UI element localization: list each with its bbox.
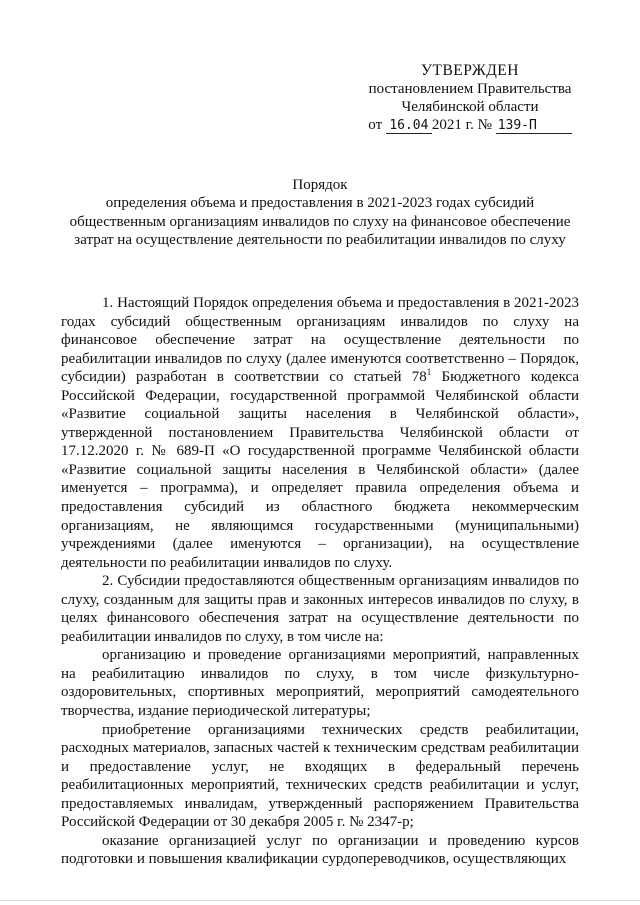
approval-line-1: постановлением Правительства [368,81,572,97]
paragraph-4: приобретение организациями технических средств реабилитации, расходных материалов, запасных частей к техническим средствам реабилитации и предоставление услуг, не входящих в федеральный перечень реабилитационных мероприятий, технических средств реабилитации и услуг, предоставляемых инвалидам, утвержденный распоряжением Правительства Российской Федерации от 30 декабря 2005 г. № 2347-р; [61,721,579,831]
heading-line-1: определения объема и предоставления в 2021-2023 годах субсидий [105,195,535,212]
approval-date-line [350,116,590,134]
paragraph-2: 2. Субсидии предоставляются общественным организациям инвалидов по слуху, созданным для защиты прав и законных интересов инвалидов по слуху, в целях финансового обеспечения затрат на осуществление деятельности по реабилитации инвалидов по слуху, в том числе на: [61,573,579,645]
superscript-1: 1 [426,367,432,378]
approval-stamp [350,62,590,134]
handwritten-number: 139-П [496,119,572,134]
heading-line-3: затрат на осуществление деятельности по реабилитации инвалидов по слуху [74,231,566,248]
approval-line-2: Челябинской области [401,99,539,115]
handwritten-date: 16.04 [386,119,432,134]
year-text: 2021 г. № [431,117,492,133]
approval-title: УТВЕРЖДЕН [421,62,519,79]
heading-title: Порядок [292,177,348,193]
date-prefix: от [368,117,383,133]
paragraph-5: оказание организацией услуг по организации и проведению курсов подготовки и повышения квалификации сурдопереводчиков, осуществляющих [61,832,579,868]
paragraph-3: организацию и проведение организациями мероприятий, направленных на реабилитацию инвалидов по слуху, в том числе физкультурно-оздоровительных, спортивных мероприятий, мероприятий самодеятельного творчества, издание периодической литературы; [61,647,579,720]
heading-line-2: общественным организациям инвалидов по слуху на финансовое обеспечение [69,213,571,230]
paragraph-1-part-a: 1. Настоящий Порядок определения объема и предоставления в 2021-2023 годах субсидий общественным организациям инвалидов по слуху на финансовое обеспечение затрат на осуществление деятельности по реабилитации инвалидов по слуху (далее именуются соответственно – Порядок, субсидии) разработан в соответствии со статьей 78 [61,295,579,386]
paragraph-1 [61,294,579,572]
paragraph-1-part-b: Бюджетного кодекса Российской Федерации, государственной программой Челябинской области «Развитие социальной защиты населения в Челябинской области», утвержденной постановлением Правительства Челябинской области от 17.12.2020 г. № 689-П «О государственной программе Челябинской области «Развитие социальной защиты населения в Челябинской области» (далее именуется – программа), и определяет правила определения объема и предоставления субсидий из областного бюджета некоммерческим организациям, не являющимся государственными (муниципальными) учреждениями (далее именуются – организации), на осуществление деятельности по реабилитации инвалидов по слуху. [61,369,579,571]
document-heading [40,176,600,249]
page-edge-divider [0,900,640,901]
document-body [61,294,579,869]
